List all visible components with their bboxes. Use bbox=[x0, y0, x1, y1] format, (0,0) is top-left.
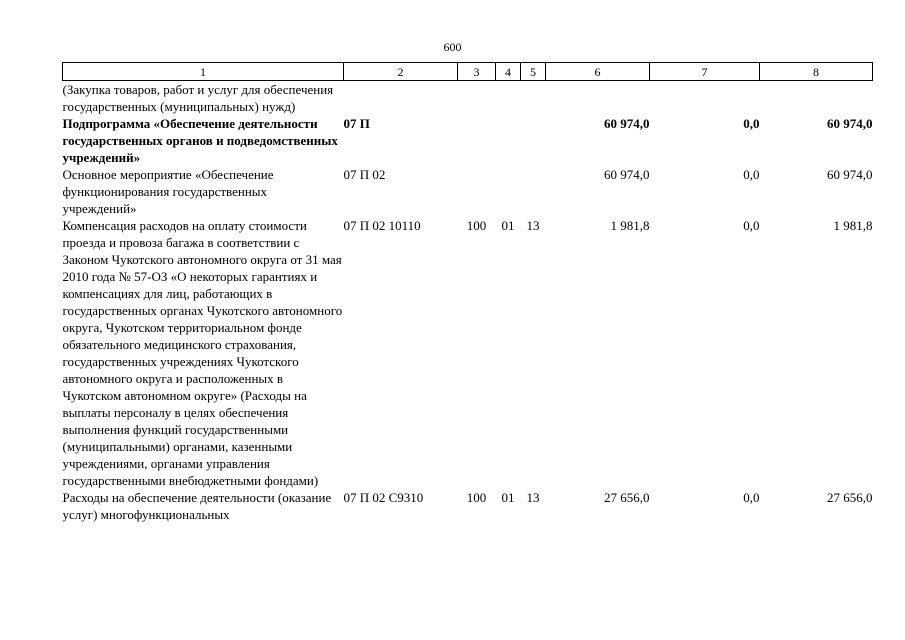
column-number-row bbox=[63, 63, 873, 81]
row-name: Компенсация расходов на оплату стоимости проезда и провоза багажа в соответствии с Законом Чукотского автономного округа от 31 мая 2010 года № 57-ОЗ «О некоторых гарантиях и компенсациях для лиц, работающих в государственных органах Чукотского автономного округа, Чукотском территориальном фонде обязательного медицинского страхования, государственных учреждениях Чукотского автономного округа и расположенных в Чукотском автономном округе» (Расходы на выплаты персоналу в целях обеспечения выполнения функций государственными (муниципальными) органами, казенными учреждениями, органами управления государственными внебюджетными фондами) bbox=[62, 218, 343, 488]
row-code bbox=[344, 81, 458, 116]
table-row bbox=[63, 166, 873, 217]
column-header-4: 4 bbox=[496, 63, 521, 81]
row-col5: 13 bbox=[526, 490, 540, 505]
row-col3: 100 bbox=[466, 218, 487, 233]
row-name: Расходы на обеспечение деятельности (оказание услуг) многофункциональных bbox=[62, 490, 332, 522]
row-col3 bbox=[458, 166, 496, 217]
row-code: 07 П bbox=[343, 116, 370, 131]
column-header-1: 1 bbox=[63, 63, 344, 81]
row-col4: 01 bbox=[501, 218, 515, 233]
table-row-subprogram bbox=[63, 115, 873, 166]
row-name: Подпрограмма «Обеспечение деятельности государственных органов и подведомственных учреждений» bbox=[62, 116, 338, 165]
table-row bbox=[63, 81, 873, 116]
column-header-6: 6 bbox=[546, 63, 650, 81]
row-code: 07 П 02 10110 bbox=[343, 218, 421, 233]
row-col7: 0,0 bbox=[743, 116, 760, 131]
row-col6: 1 981,8 bbox=[610, 218, 650, 233]
row-code: 07 П 02 bbox=[343, 167, 386, 182]
row-col7: 0,0 bbox=[743, 490, 760, 505]
column-header-7: 7 bbox=[650, 63, 760, 81]
budget-table bbox=[62, 62, 873, 523]
row-col4 bbox=[496, 115, 521, 166]
row-col6: 27 656,0 bbox=[604, 490, 650, 505]
row-col4 bbox=[496, 81, 521, 116]
table-row bbox=[63, 489, 873, 523]
page-number: 600 bbox=[443, 40, 462, 54]
row-col7 bbox=[650, 81, 760, 116]
row-col8: 27 656,0 bbox=[827, 490, 873, 505]
row-col8: 60 974,0 bbox=[827, 167, 873, 182]
column-header-8: 8 bbox=[760, 63, 873, 81]
table-row bbox=[63, 217, 873, 489]
row-col5 bbox=[521, 115, 546, 166]
row-col5: 13 bbox=[526, 218, 540, 233]
row-col8: 60 974,0 bbox=[827, 116, 873, 131]
row-col6: 60 974,0 bbox=[604, 116, 650, 131]
row-col3: 100 bbox=[466, 490, 487, 505]
row-col7: 0,0 bbox=[743, 167, 760, 182]
column-header-2: 2 bbox=[344, 63, 458, 81]
row-col6: 60 974,0 bbox=[604, 167, 650, 182]
row-col8: 1 981,8 bbox=[833, 218, 873, 233]
row-col5 bbox=[521, 166, 546, 217]
row-name: Основное мероприятие «Обеспечение функционирования государственных учреждений» bbox=[62, 167, 274, 216]
row-code: 07 П 02 С9310 bbox=[343, 490, 424, 505]
row-col4 bbox=[496, 166, 521, 217]
column-header-5: 5 bbox=[521, 63, 546, 81]
row-col5 bbox=[521, 81, 546, 116]
row-col4: 01 bbox=[501, 490, 515, 505]
column-header-3: 3 bbox=[458, 63, 496, 81]
row-col3 bbox=[458, 81, 496, 116]
row-name: (Закупка товаров, работ и услуг для обеспечения государственных (муниципальных) нужд) bbox=[62, 82, 334, 114]
row-col6 bbox=[546, 81, 650, 116]
row-col7: 0,0 bbox=[743, 218, 760, 233]
row-col3 bbox=[458, 115, 496, 166]
row-col8 bbox=[760, 81, 873, 116]
